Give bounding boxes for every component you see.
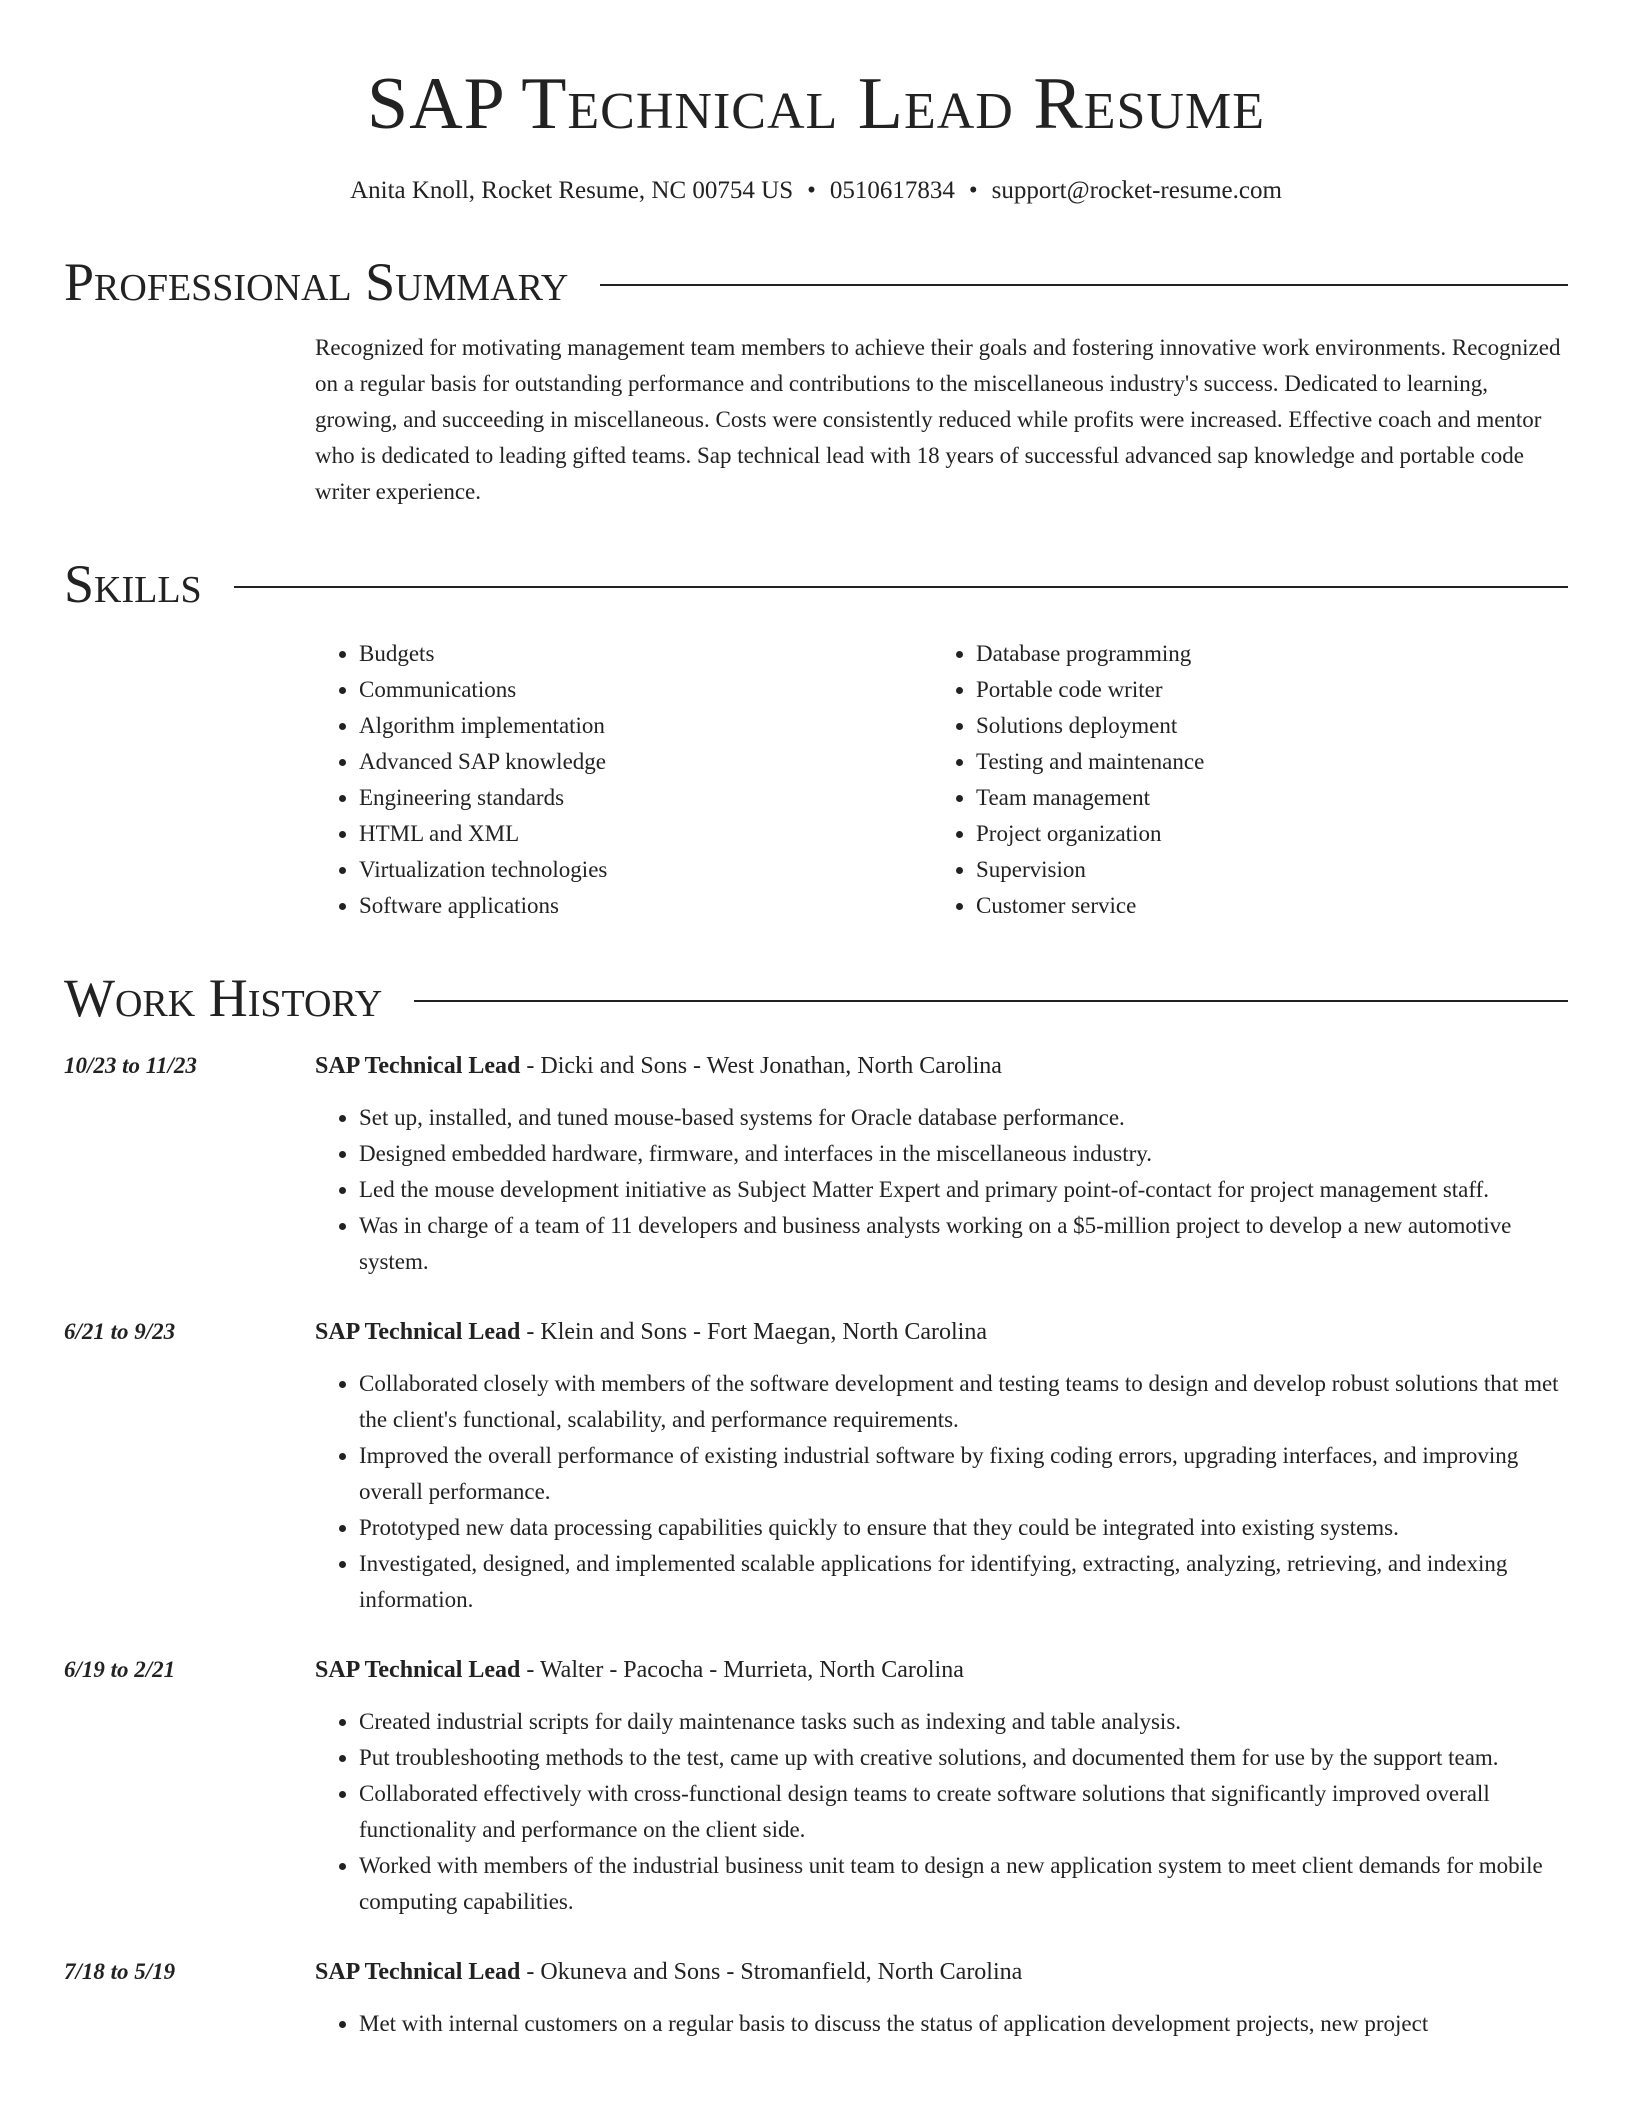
summary-section-header: [64, 252, 1568, 312]
skills-section-header: [64, 554, 1568, 614]
job-bullet: • Collaborated effectively with cross-functional design teams to create software solutions that significantly improved overall functionality and performance on the client side.: [359, 1776, 1568, 1848]
skill-item: • Engineering standards: [359, 780, 932, 816]
skills-left-list: [315, 636, 932, 924]
job-bullet: • Was in charge of a team of 11 developers and business analysts working on a $5-million project to develop a new automotive system.: [359, 1208, 1568, 1280]
job-role: SAP Technical Lead: [315, 1959, 521, 1985]
job-company-location: - Okuneva and Sons - Stromanfield, North Carolina: [520, 1959, 1023, 1985]
contact-phone: 0510617834: [829, 177, 955, 204]
skill-item: • Customer service: [976, 888, 1549, 924]
skill-item: • Database programming: [976, 636, 1549, 672]
contact-address: Anita Knoll, Rocket Resume, NC 00754 US: [350, 177, 794, 204]
job-entry: [64, 1652, 1568, 1920]
job-details: [315, 1314, 1568, 1618]
job-bullet: • Improved the overall performance of existing industrial software by fixing coding errors, upgrading interfaces, and improving overall performance.: [359, 1438, 1568, 1510]
skill-item: • Algorithm implementation: [359, 708, 932, 744]
job-bullets: [315, 2006, 1568, 2042]
job-company-location: - Dicki and Sons - West Jonathan, North Carolina: [520, 1053, 1002, 1079]
skill-item: • Advanced SAP knowledge: [359, 744, 932, 780]
skills-heading: Skills: [64, 554, 202, 614]
work-heading: Work History: [64, 968, 383, 1028]
skill-item: • Supervision: [976, 852, 1549, 888]
job-details: [315, 1652, 1568, 1920]
job-role: SAP Technical Lead: [315, 1657, 521, 1683]
job-bullet: • Put troubleshooting methods to the test, came up with creative solutions, and documented them for use by the support team.: [359, 1740, 1568, 1776]
job-details: [315, 1048, 1568, 1280]
job-company-location: - Walter - Pacocha - Murrieta, North Carolina: [520, 1657, 964, 1683]
job-bullets: [315, 1100, 1568, 1280]
job-entry: [64, 1954, 1568, 2042]
job-bullet: • Met with internal customers on a regular basis to discuss the status of application development projects, new project: [359, 2006, 1568, 2042]
job-details: [315, 1954, 1568, 2042]
job-bullet: • Set up, installed, and tuned mouse-based systems for Oracle database performance.: [359, 1100, 1568, 1136]
skill-item: • Software applications: [359, 888, 932, 924]
resume-title: SAP Technical Lead Resume: [367, 63, 1265, 145]
skill-item: • Virtualization technologies: [359, 852, 932, 888]
summary-text: Recognized for motivating management team members to achieve their goals and fostering innovative work environments. Recognized on a regular basis for outstanding performance and contributions to the miscellaneous industry's success. Dedicated to learning, growing, and succeeding in miscellaneous. Costs were consistently reduced while profits were increased. Effective coach and mentor who is dedicated to leading gifted teams. Sap technical lead with 18 years of successful advanced sap knowledge and portable code writer experience.: [315, 335, 1561, 504]
contact-email: support@rocket-resume.com: [991, 177, 1282, 204]
skill-item: • Budgets: [359, 636, 932, 672]
skill-item: • Testing and maintenance: [976, 744, 1549, 780]
skills-right-list: [932, 636, 1549, 924]
job-role: SAP Technical Lead: [315, 1319, 521, 1345]
job-bullet: • Investigated, designed, and implemented scalable applications for identifying, extracting, analyzing, retrieving, and indexing information.: [359, 1546, 1568, 1618]
section-divider: [234, 586, 1568, 588]
job-bullet: • Worked with members of the industrial business unit team to design a new application system to meet client demands for mobile computing capabilities.: [359, 1848, 1568, 1920]
section-divider: [414, 1000, 1568, 1002]
job-bullets: [315, 1704, 1568, 1920]
job-bullet: • Designed embedded hardware, firmware, and interfaces in the miscellaneous industry.: [359, 1136, 1568, 1172]
skill-item: • Communications: [359, 672, 932, 708]
job-dates: 7/18 to 5/19: [64, 1959, 176, 1984]
job-entry: [64, 1314, 1568, 1618]
job-headline: [315, 1954, 1568, 1990]
job-headline: [315, 1048, 1568, 1084]
skill-item: • Solutions deployment: [976, 708, 1549, 744]
summary-heading: Professional Summary: [64, 252, 569, 312]
contact-separator: •: [968, 177, 978, 204]
job-bullet: • Prototyped new data processing capabilities quickly to ensure that they could be integrated into existing systems.: [359, 1510, 1568, 1546]
job-bullets: [315, 1366, 1568, 1618]
job-bullet: • Led the mouse development initiative as Subject Matter Expert and primary point-of-contact for project management staff.: [359, 1172, 1568, 1208]
job-company-location: - Klein and Sons - Fort Maegan, North Carolina: [520, 1319, 987, 1345]
job-headline: [315, 1652, 1568, 1688]
job-bullet: • Created industrial scripts for daily maintenance tasks such as indexing and table analysis.: [359, 1704, 1568, 1740]
job-role: SAP Technical Lead: [315, 1053, 521, 1079]
job-bullet: • Collaborated closely with members of the software development and testing teams to design and develop robust solutions that met the client's functional, scalability, and performance requirements.: [359, 1366, 1568, 1438]
section-divider: [600, 284, 1568, 286]
job-dates: 6/19 to 2/21: [64, 1657, 176, 1682]
work-section-header: [64, 968, 1568, 1028]
skill-item: • Project organization: [976, 816, 1549, 852]
contact-separator: •: [807, 177, 816, 204]
skill-item: • Team management: [976, 780, 1549, 816]
job-entry: [64, 1048, 1568, 1280]
contact-line: [64, 174, 1568, 208]
job-headline: [315, 1314, 1568, 1350]
skill-item: • Portable code writer: [976, 672, 1549, 708]
job-dates: 10/23 to 11/23: [64, 1053, 197, 1078]
job-dates: 6/21 to 9/23: [64, 1319, 176, 1344]
skills-columns: [315, 636, 1568, 924]
skill-item: • HTML and XML: [359, 816, 932, 852]
